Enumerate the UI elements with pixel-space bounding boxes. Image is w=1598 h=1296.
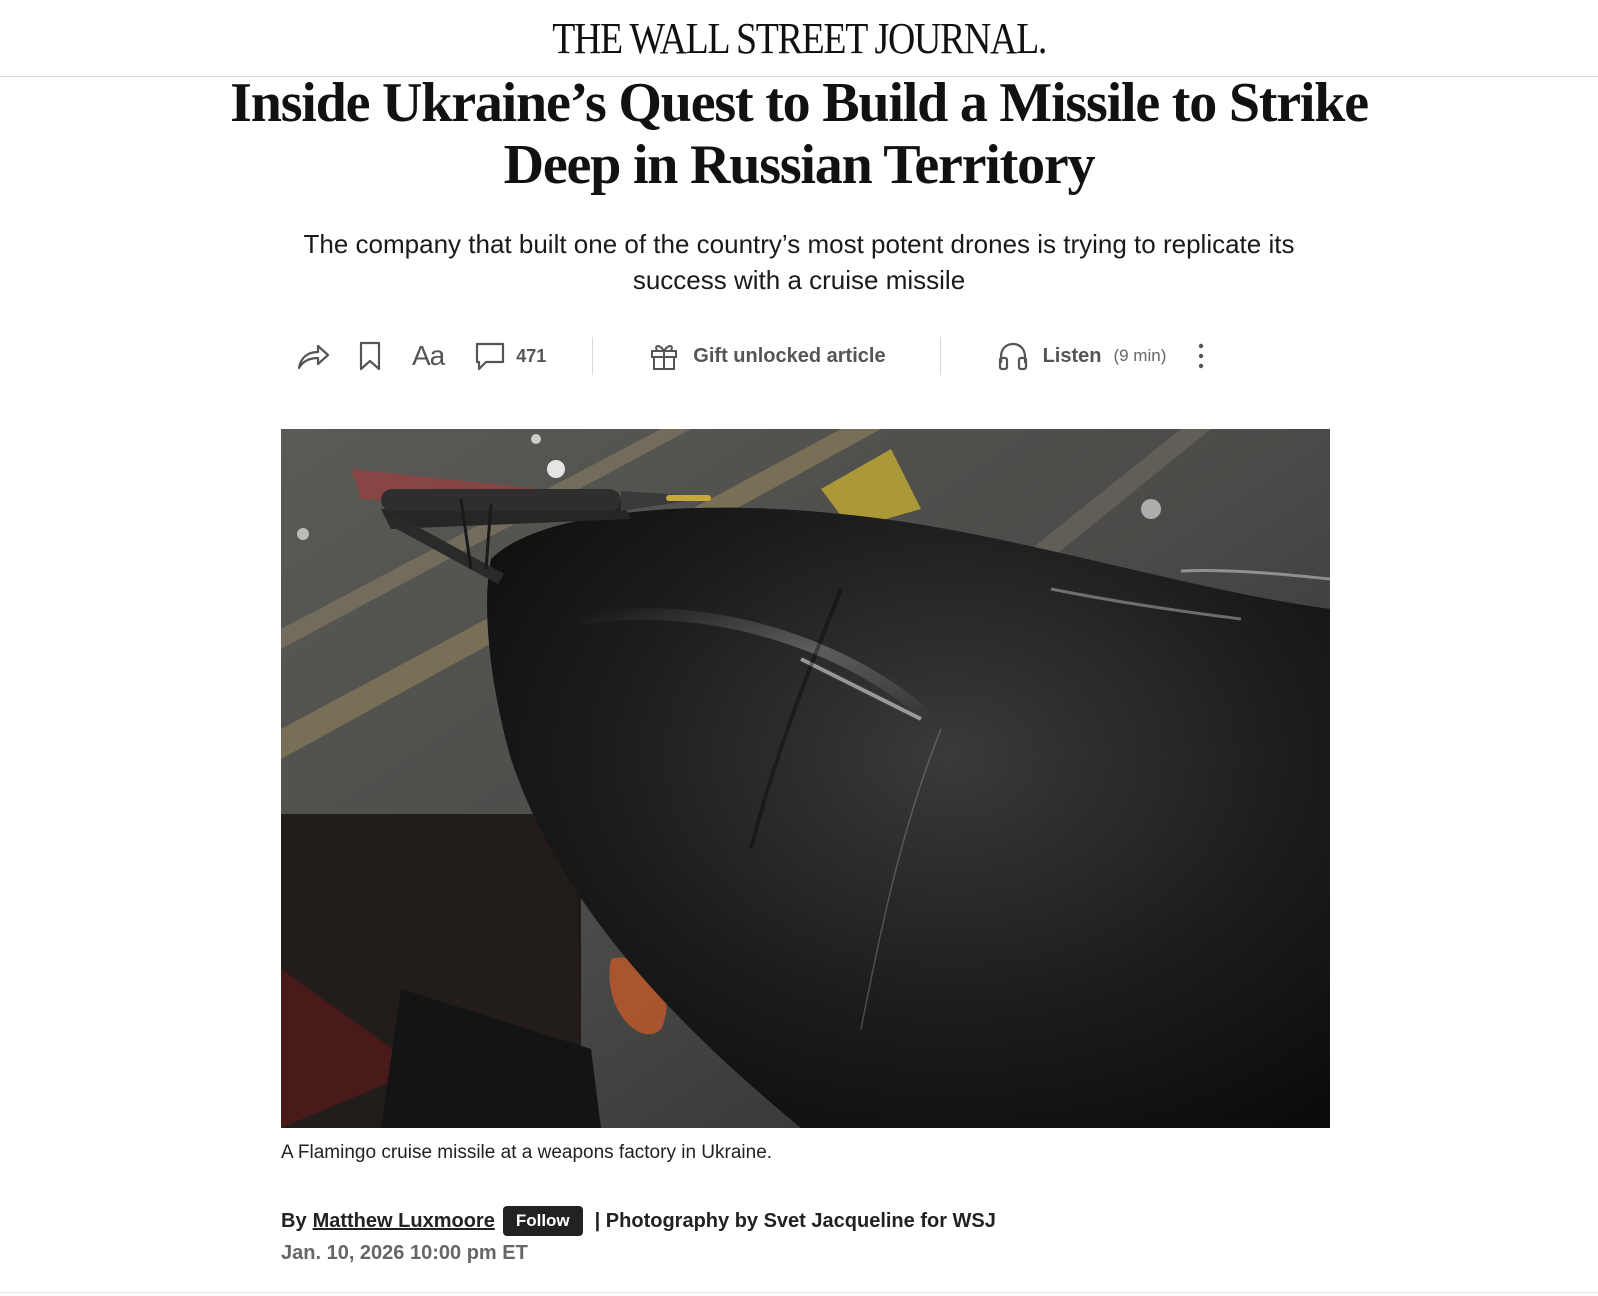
divider bbox=[0, 1292, 1598, 1293]
follow-author-button[interactable]: Follow bbox=[503, 1206, 583, 1236]
comment-bubble-icon bbox=[474, 341, 506, 371]
listen-label: Listen bbox=[1042, 344, 1102, 367]
share-button[interactable] bbox=[296, 341, 330, 371]
text-size-button[interactable] bbox=[412, 342, 444, 370]
wsj-logo[interactable]: THE WALL STREET JOURNAL. bbox=[552, 14, 1046, 63]
article-dek: The company that built one of the country’s most potent drones is trying to replicate its success with a cruise missile bbox=[303, 229, 1295, 295]
toolbar-divider bbox=[940, 337, 941, 375]
comment-count: 471 bbox=[516, 345, 547, 366]
hero-image bbox=[281, 429, 1330, 1128]
gift-article-button[interactable] bbox=[649, 341, 885, 371]
listen-button[interactable] bbox=[997, 341, 1167, 371]
article-headline: Inside Ukraine’s Quest to Build a Missile to Strike Deep in Russian Territory bbox=[230, 72, 1368, 196]
byline bbox=[281, 1205, 996, 1237]
bookmark-icon bbox=[358, 340, 382, 372]
share-arrow-icon bbox=[296, 341, 330, 371]
hero-caption: A Flamingo cruise missile at a weapons factory in Ukraine. bbox=[281, 1142, 773, 1163]
toolbar-divider bbox=[592, 337, 593, 375]
more-options-button[interactable] bbox=[1196, 341, 1206, 371]
bookmark-button[interactable] bbox=[358, 340, 382, 372]
listen-duration: (9 min) bbox=[1113, 346, 1167, 365]
gift-label: Gift unlocked article bbox=[693, 344, 886, 367]
gift-icon bbox=[649, 341, 679, 371]
headphones-icon bbox=[997, 341, 1029, 371]
comments-button[interactable] bbox=[474, 341, 546, 371]
publish-date: Jan. 10, 2026 10:00 pm ET bbox=[281, 1242, 528, 1264]
text-size-icon: Aa bbox=[412, 340, 445, 371]
masthead bbox=[0, 0, 1598, 77]
more-vertical-icon bbox=[1196, 341, 1206, 371]
byline-prefix: By bbox=[281, 1209, 307, 1232]
article-toolbar bbox=[292, 334, 1232, 378]
author-link[interactable]: Matthew Luxmoore bbox=[312, 1209, 495, 1232]
photo-credit: | Photography by Svet Jacqueline for WSJ bbox=[594, 1209, 996, 1232]
